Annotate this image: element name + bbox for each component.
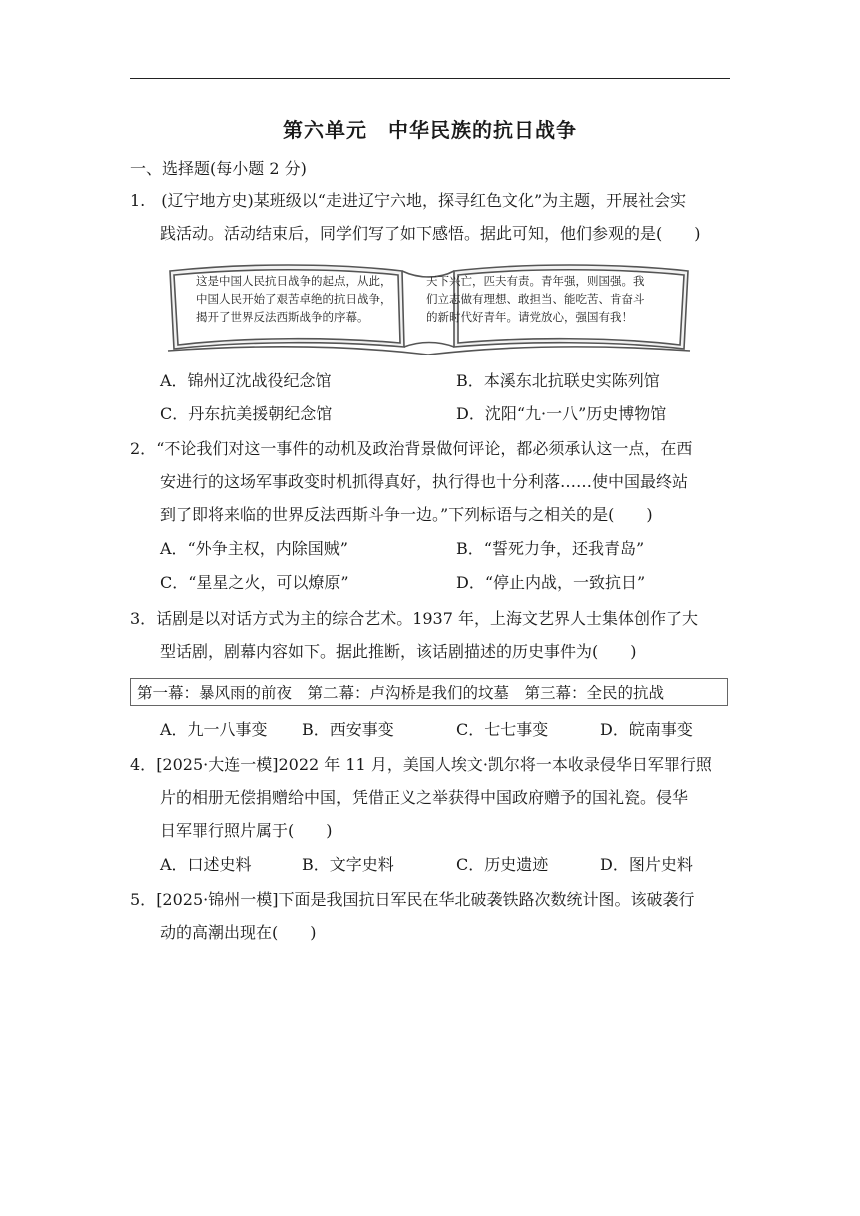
question-2-line-1: 2．“不论我们对这一事件的动机及政治背景做何评论，都必须承认这一点，在西: [130, 439, 693, 458]
question-number: 5．: [130, 890, 157, 909]
option-a[interactable]: A．锦州辽沈战役纪念馆: [160, 371, 332, 390]
question-3: [130, 602, 730, 668]
question-2-options-row-1: [160, 532, 730, 565]
question-3-options-row: [160, 713, 730, 746]
question-2-line-2: 安进行的这场军事政变时机抓得真好，执行得也十分利落……使中国最终站: [160, 472, 689, 491]
question-4-line-2: 片的相册无偿捐赠给中国，凭借正义之举获得中国政府赠予的国礼瓷。侵华: [160, 788, 689, 807]
option-c[interactable]: C．历史遗迹: [456, 855, 549, 874]
question-4: [130, 748, 730, 847]
option-b[interactable]: B．西安事变: [302, 720, 394, 739]
top-rule: [130, 78, 730, 79]
question-number: 3．: [130, 609, 157, 628]
option-b[interactable]: B．本溪东北抗联史实陈列馆: [456, 371, 660, 390]
book-right-page-text: 天下兴亡，匹夫有责。青年强，则国强。我 们立志做有理想、敢担当、能吃苦、肯奋斗 的新时代好青年。请党放心，强国有我！: [426, 274, 645, 324]
option-c[interactable]: C．七七事变: [456, 720, 549, 739]
question-2: [130, 432, 730, 531]
option-d[interactable]: D．沈阳“九·一八”历史博物馆: [456, 404, 667, 423]
question-1-options-row-2: [160, 397, 730, 430]
question-1: [130, 184, 730, 250]
option-a[interactable]: A．九一八事变: [160, 720, 268, 739]
question-5-line-1: 5．[2025·锦州一模]下面是我国抗日军民在华北破袭铁路次数统计图。该破袭行: [130, 890, 695, 909]
question-3-line-2: 型话剧，剧幕内容如下。据此推断，该话剧描述的历史事件为( ): [160, 642, 637, 661]
option-a[interactable]: A．口述史料: [160, 855, 252, 874]
question-1-line-1: 1. (辽宁地方史)某班级以“走进辽宁六地，探寻红色文化”为主题，开展社会实: [130, 191, 687, 210]
book-left-page-text: 这是中国人民抗日战争的起点，从此， 中国人民开始了艰苦卓绝的抗日战争， 揭开了世界反法西斯战争的序幕。: [196, 274, 392, 324]
question-4-line-3: 日军罪行照片属于( ): [160, 821, 333, 840]
question-1-line-2: 践活动。活动结束后，同学们写了如下感悟。据此可知，他们参观的是( ): [160, 224, 701, 243]
question-5-line-2: 动的高潮出现在( ): [160, 923, 317, 942]
question-4-line-1: 4．[2025·大连一模]2022 年 11 月，美国人埃文·凯尔将一本收录侵华日军罪行照: [130, 755, 712, 774]
question-4-options-row: [160, 848, 730, 881]
question-5: [130, 883, 730, 949]
option-a[interactable]: A．“外争主权，内除国贼”: [160, 539, 348, 558]
question-2-line-3: 到了即将来临的世界反法西斯斗争一边。”下列标语与之相关的是( ): [160, 505, 653, 524]
option-c[interactable]: C．丹东抗美援朝纪念馆: [160, 404, 333, 423]
play-acts-box: 第一幕：暴风雨的前夜 第二幕：卢沟桥是我们的坟墓 第三幕：全民的抗战: [130, 678, 728, 706]
page-title: 第六单元 中华民族的抗日战争: [283, 118, 577, 142]
option-d[interactable]: D．皖南事变: [600, 720, 693, 739]
option-d[interactable]: D．“停止内战，一致抗日”: [456, 573, 646, 592]
question-number: 4．: [130, 755, 157, 774]
question-1-options-row-1: [160, 364, 730, 397]
section-heading: 一、选择题(每小题 2 分): [130, 159, 307, 178]
question-3-line-1: 3．话剧是以对话方式为主的综合艺术。1937 年，上海文艺界人士集体创作了大: [130, 609, 698, 628]
option-b[interactable]: B．文字史料: [302, 855, 394, 874]
option-c[interactable]: C．“星星之火，可以燎原”: [160, 573, 349, 592]
question-number: 2．: [130, 439, 157, 458]
option-b[interactable]: B．“誓死力争，还我青岛”: [456, 539, 645, 558]
option-d[interactable]: D．图片史料: [600, 855, 693, 874]
question-number: 1.: [130, 191, 146, 210]
open-book-figure: [164, 261, 694, 355]
question-2-options-row-2: [160, 566, 730, 599]
